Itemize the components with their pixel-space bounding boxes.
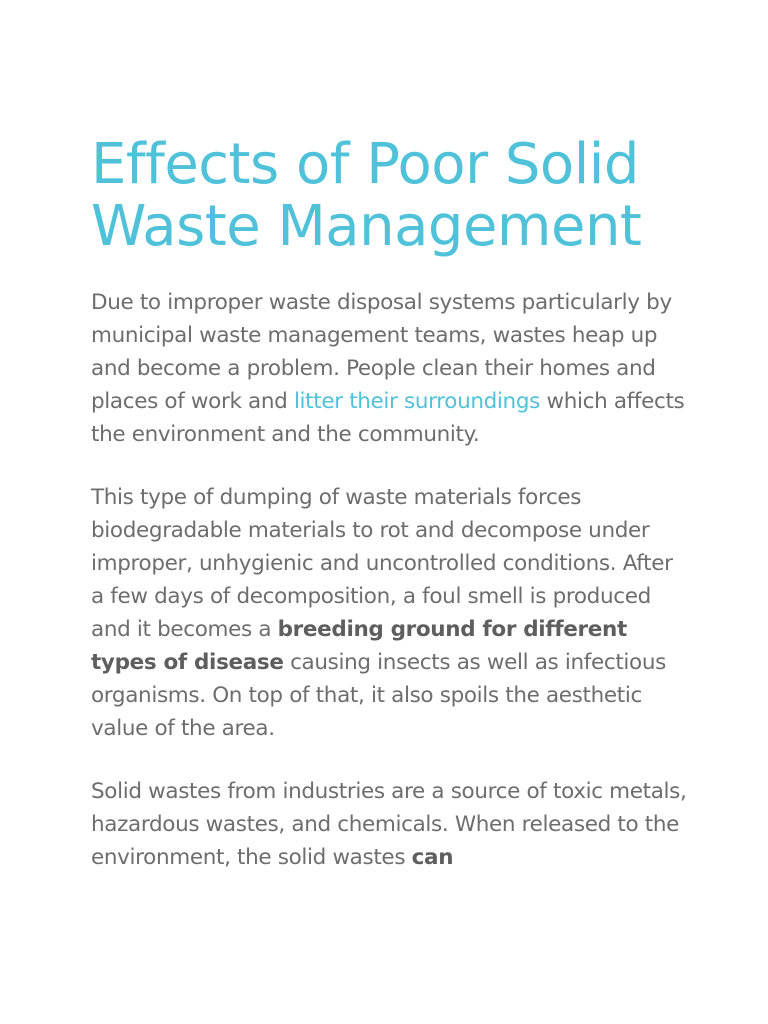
paragraph-2 (91, 481, 691, 745)
litter-surroundings-link[interactable]: litter their surroundings (293, 389, 540, 414)
article-title-line-2: Waste Management (91, 194, 642, 259)
paragraph-3-emphasis: can (411, 845, 454, 870)
paragraph-1-text-end: which affects the environment and the community. (91, 389, 685, 447)
paragraph-3 (91, 775, 691, 874)
article (91, 134, 691, 874)
paragraph-3-text-start: Solid wastes from industries are a source of toxic metals, hazardous wastes, and chemicals. When released to the environment, the solid wastes (91, 779, 687, 870)
article-title (91, 134, 691, 258)
paragraph-1-text-start: Due to improper waste disposal systems particularly by municipal waste management teams, wastes heap up and become a problem. People clean their homes and places of work and (91, 290, 672, 414)
paragraph-2-text-start: This type of dumping of waste materials forces biodegradable materials to rot and decompose under improper, unhygienic and uncontrolled conditions. After a few days of decomposition, a foul smell is produced and it becomes a (91, 485, 673, 642)
paragraph-2-text-end: causing insects as well as infectious organisms. On top of that, it also spoils the aesthetic value of the area. (91, 650, 666, 741)
article-title-line-1: Effects of Poor Solid (91, 132, 639, 197)
paragraph-1 (91, 286, 691, 451)
paragraph-2-emphasis: breeding ground for different types of disease (91, 617, 627, 675)
